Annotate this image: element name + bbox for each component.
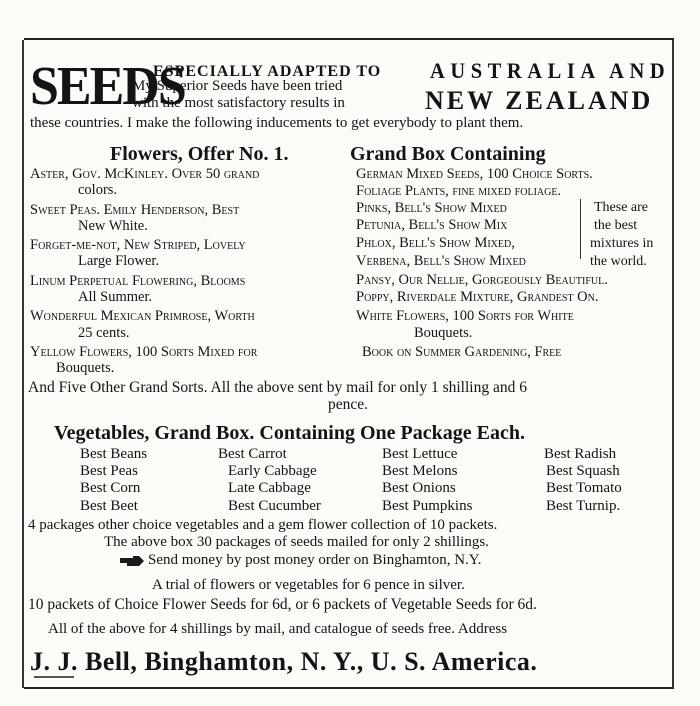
flower-item-2-line1: Sweet Peas. Emily Henderson, Best bbox=[30, 202, 240, 218]
veg-col2-3: Late Cabbage bbox=[228, 480, 311, 496]
signature-rule bbox=[34, 676, 74, 678]
offer-line-6: All of the above for 4 shillings by mail, and catalogue of seeds free. Address bbox=[48, 621, 508, 637]
veg-col2-4: Best Cucumber bbox=[228, 498, 321, 514]
veg-col4-2: Best Squash bbox=[546, 463, 620, 479]
intro-line-1: My Superior Seeds have been tried bbox=[132, 78, 343, 94]
offer-line-4: A trial of flowers or vegetables for 6 pence in silver. bbox=[152, 577, 465, 593]
pointing-hand-icon bbox=[119, 555, 145, 567]
flower-item-4-line1: Linum Perpetual Flowering, Blooms bbox=[30, 273, 246, 289]
offer-line-1: 4 packages other choice vegetables and a gem flower collection of 10 packets. bbox=[28, 517, 498, 533]
veg-col4-4: Best Turnip. bbox=[546, 498, 621, 514]
intro-line-2: with the most satisfactory results in bbox=[132, 95, 345, 111]
flower-item-3-line2: Large Flower. bbox=[78, 253, 160, 269]
veg-col2-1: Best Carrot bbox=[218, 446, 287, 462]
veg-col3-1: Best Lettuce bbox=[382, 446, 458, 462]
flower-item-6-line1: Yellow Flowers, 100 Sorts Mixed for bbox=[30, 344, 258, 360]
veg-col4-1: Best Radish bbox=[544, 446, 617, 462]
offer-line-3: Send money by post money order on Binghamton, N.Y. bbox=[148, 552, 482, 568]
flower-item-1-line2: colors. bbox=[78, 182, 118, 198]
box-item-foliage: Foliage Plants, fine mixed foliage. bbox=[356, 183, 562, 199]
flower-item-2-line2: New White. bbox=[78, 218, 148, 234]
box-item-petunia: Petunia, Bell's Show Mix bbox=[356, 217, 508, 233]
side-note-divider bbox=[580, 199, 581, 259]
pence-line: pence. bbox=[328, 396, 369, 413]
grand-box-heading: Grand Box Containing bbox=[350, 143, 546, 165]
box-item-book: Book on Summer Gardening, Free bbox=[362, 344, 562, 360]
flower-item-3-line1: Forget-me-not, New Striped, Lovely bbox=[30, 237, 246, 253]
intro-line-3: these countries. I make the following inducements to get everybody to plant them. bbox=[30, 115, 524, 131]
box-item-pinks: Pinks, Bell's Show Mixed bbox=[356, 200, 507, 216]
box-item-phlox: Phlox, Bell's Show Mixed, bbox=[356, 235, 515, 251]
flower-item-5-line1: Wonderful Mexican Primrose, Worth bbox=[30, 308, 255, 324]
address-line: J. J. Bell, Binghamton, N. Y., U. S. America. bbox=[30, 647, 538, 676]
side-note-line-4: the world. bbox=[590, 254, 647, 269]
veg-col1-2: Best Peas bbox=[80, 463, 138, 479]
offer-line-2: The above box 30 packages of seeds mailed for only 2 shillings. bbox=[104, 534, 489, 550]
box-item-verbena: Verbena, Bell's Show Mixed bbox=[356, 253, 526, 269]
especially-adapted-line: ESPECIALLY ADAPTED TO bbox=[153, 63, 382, 80]
box-item-german: German Mixed Seeds, 100 Choice Sorts. bbox=[356, 166, 593, 182]
veg-col2-2: Early Cabbage bbox=[228, 463, 317, 479]
veg-col4-3: Best Tomato bbox=[546, 480, 622, 496]
box-item-poppy: Poppy, Riverdale Mixture, Grandest On. bbox=[356, 289, 599, 305]
bottom-border-rule bbox=[24, 687, 674, 689]
box-item-pansy: Pansy, Our Nellie, Gorgeously Beautiful. bbox=[356, 272, 608, 288]
veg-col3-4: Best Pumpkins bbox=[382, 498, 473, 514]
box-item-white-flowers: White Flowers, 100 Sorts for White bbox=[356, 308, 574, 324]
side-note-line-3: mixtures in bbox=[590, 236, 654, 251]
side-note-line-2: the best bbox=[594, 218, 638, 233]
new-zealand-headline: NEW ZEALAND bbox=[425, 86, 654, 115]
offer-line-5: 10 packets of Choice Flower Seeds for 6d, or 6 packets of Vegetable Seeds for 6d. bbox=[28, 596, 537, 613]
flower-item-6-line2: Bouquets. bbox=[56, 360, 115, 376]
left-border-rule bbox=[22, 40, 24, 688]
flower-item-1-line1: Aster, Gov. McKinley. Over 50 grand bbox=[30, 166, 260, 182]
seeds-headline: SEEDS bbox=[30, 56, 185, 117]
veg-col1-4: Best Beet bbox=[80, 498, 138, 514]
flower-item-4-line2: All Summer. bbox=[78, 289, 153, 305]
box-item-bouquets: Bouquets. bbox=[414, 325, 473, 341]
veg-col1-1: Best Beans bbox=[80, 446, 148, 462]
australia-headline: AUSTRALIA AND bbox=[430, 58, 671, 83]
side-note-line-1: These are bbox=[594, 200, 649, 215]
five-other-sorts-line: And Five Other Grand Sorts. All the above sent by mail for only 1 shilling and 6 bbox=[28, 379, 527, 396]
vegetables-heading: Vegetables, Grand Box. Containing One Package Each. bbox=[54, 422, 525, 444]
flower-item-5-line2: 25 cents. bbox=[78, 325, 130, 341]
veg-col1-3: Best Corn bbox=[80, 480, 141, 496]
right-border-rule bbox=[672, 40, 674, 688]
top-border-rule bbox=[24, 38, 674, 40]
flowers-heading: Flowers, Offer No. 1. bbox=[110, 143, 289, 165]
veg-col3-3: Best Onions bbox=[382, 480, 456, 496]
veg-col3-2: Best Melons bbox=[382, 463, 458, 479]
